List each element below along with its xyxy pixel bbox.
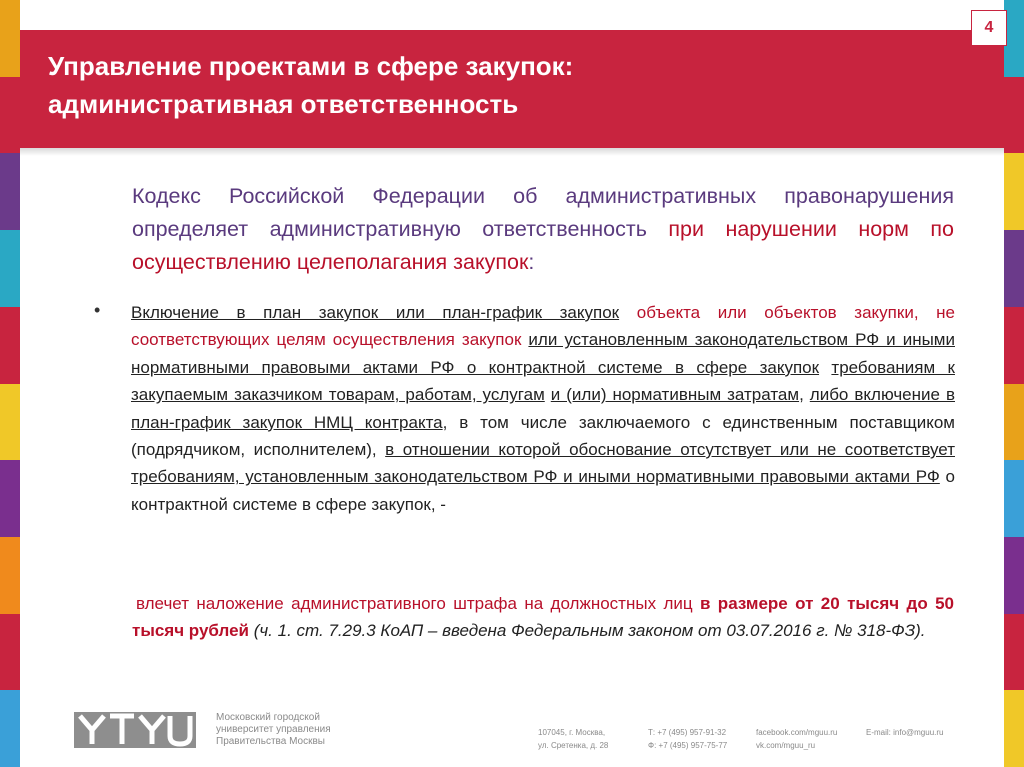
footer-social [756, 726, 837, 752]
bullet-part: в отношении которой обоснование отсутствует или не соответствует требованиям, установленным законодательством РФ и иными нормативными правовыми актами РФ [131, 440, 955, 487]
vk-link[interactable]: vk.com/mguu_ru [756, 741, 816, 750]
intro-paragraph [132, 180, 954, 279]
bullet-part: Включение в план закупок или план-график закупок [131, 303, 620, 322]
bullet-part: объекта или объектов закупки, не соответствующих целям осуществления закупок [131, 303, 955, 350]
footer-address [538, 726, 608, 752]
university-name-line: университет управления [216, 724, 331, 735]
right-edge-color-stripes [1004, 0, 1024, 767]
intro-colon: : [528, 250, 535, 274]
bullet-part: о контрактной системе в сфере закупок, - [131, 467, 955, 514]
penalty-paragraph [132, 590, 954, 645]
facebook-link[interactable]: facebook.com/mguu.ru [756, 728, 838, 737]
footer-email[interactable]: E-mail: info@mguu.ru [866, 728, 944, 737]
title-line-1: Управление проектами в сфере закупок: [48, 51, 574, 81]
intro-text: Кодекс Российской Федерации об административных правонарушения определяет административную ответственность [132, 184, 954, 241]
bullet-part: или установленным законодательством РФ и иными нормативными правовыми актами РФ о контрактной системе в сфере закупок [131, 330, 955, 377]
phone-line: Т: +7 (495) 957-91-32 [648, 728, 727, 737]
slide-header [20, 30, 1004, 148]
bullet-part: , [799, 385, 810, 405]
bullet-part [619, 303, 637, 322]
slide [20, 0, 1004, 767]
address-line: 107045, г. Москва, [538, 728, 606, 737]
penalty-amount: в размере от 20 тысяч до 50 тысяч рублей [132, 594, 954, 641]
slide-title [48, 47, 573, 123]
fax-line: Ф: +7 (495) 957-75-77 [648, 741, 728, 750]
bullet-paragraph [131, 299, 955, 518]
university-name-line: Правительства Москвы [216, 736, 325, 747]
bullet-part [819, 358, 831, 377]
bullet-part: , в том числе заключаемого с единственным поставщиком (подрядчиком, исполнителем), [131, 412, 955, 460]
address-line: ул. Сретенка, д. 28 [538, 741, 609, 750]
page-number-badge: 4 [971, 10, 1007, 46]
university-name-line: Московский городской [216, 712, 320, 723]
intro-emphasis: при нарушении норм по осуществлению целеполагания закупок [132, 217, 954, 274]
penalty-source: (ч. 1. ст. 7.29.3 КоАП – введена Федеральным законом от 03.07.2016 г. № 318-ФЗ). [253, 621, 926, 641]
title-line-2: административная ответственность [48, 89, 519, 119]
bullet-part: требованиям к закупаемым заказчиком товарам, работам, услугам [131, 357, 955, 405]
penalty-lead: влечет наложение административного штрафа на должностных лиц [136, 594, 700, 613]
bullet-marker: • [94, 300, 101, 320]
header-shadow [20, 148, 1004, 156]
bullet-part: либо включение в план-график закупок НМЦ контракта [131, 385, 955, 432]
university-logo-icon [74, 712, 196, 748]
left-edge-color-stripes [0, 0, 20, 767]
footer-phones [648, 726, 727, 752]
university-name [216, 712, 331, 748]
bullet-part: и (или) нормативным затратам [550, 385, 800, 405]
